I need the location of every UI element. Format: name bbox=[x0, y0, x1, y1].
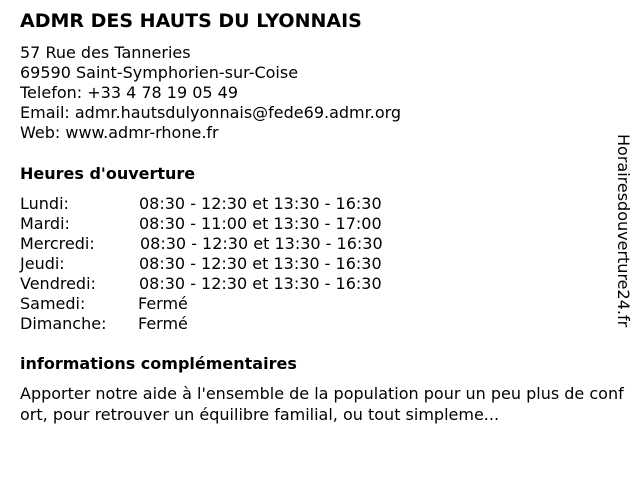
day-label: Mardi: bbox=[20, 214, 70, 233]
day-label: Jeudi: bbox=[20, 254, 65, 273]
day-label: Dimanche: bbox=[20, 314, 107, 333]
site-watermark: Horairesdouverture24.fr bbox=[614, 134, 633, 328]
day-hours: Fermé bbox=[138, 314, 188, 333]
address-street: 57 Rue des Tanneries bbox=[20, 43, 191, 62]
hours-heading: Heures d'ouverture bbox=[20, 164, 196, 183]
day-hours: 08:30 - 12:30 et 13:30 - 16:30 bbox=[139, 194, 382, 213]
page-title: ADMR DES HAUTS DU LYONNAIS bbox=[20, 10, 362, 32]
description-text: Apporter notre aide à l'ensemble de la population pour un peu plus de confort, pour retrouver un équilibre familial, ou tout simpleme... bbox=[20, 384, 624, 424]
extra-info-heading: informations complémentaires bbox=[20, 354, 297, 373]
day-hours: Fermé bbox=[138, 294, 188, 313]
phone-line: Telefon: +33 4 78 19 05 49 bbox=[20, 83, 239, 102]
contact-info bbox=[20, 43, 401, 143]
day-label: Lundi: bbox=[20, 194, 69, 213]
day-label: Vendredi: bbox=[20, 274, 96, 293]
day-hours: 08:30 - 12:30 et 13:30 - 16:30 bbox=[139, 274, 382, 293]
address-city: 69590 Saint-Symphorien-sur-Coise bbox=[20, 63, 299, 82]
email-line: Email: admr.hautsdulyonnais@fede69.admr.org bbox=[20, 103, 402, 122]
day-label: Mercredi: bbox=[20, 234, 95, 253]
web-line: Web: www.admr-rhone.fr bbox=[20, 123, 219, 142]
day-hours: 08:30 - 12:30 et 13:30 - 16:30 bbox=[140, 234, 383, 253]
day-hours: 08:30 - 11:00 et 13:30 - 17:00 bbox=[139, 214, 382, 233]
day-hours: 08:30 - 12:30 et 13:30 - 16:30 bbox=[139, 254, 382, 273]
day-label: Samedi: bbox=[20, 294, 86, 313]
